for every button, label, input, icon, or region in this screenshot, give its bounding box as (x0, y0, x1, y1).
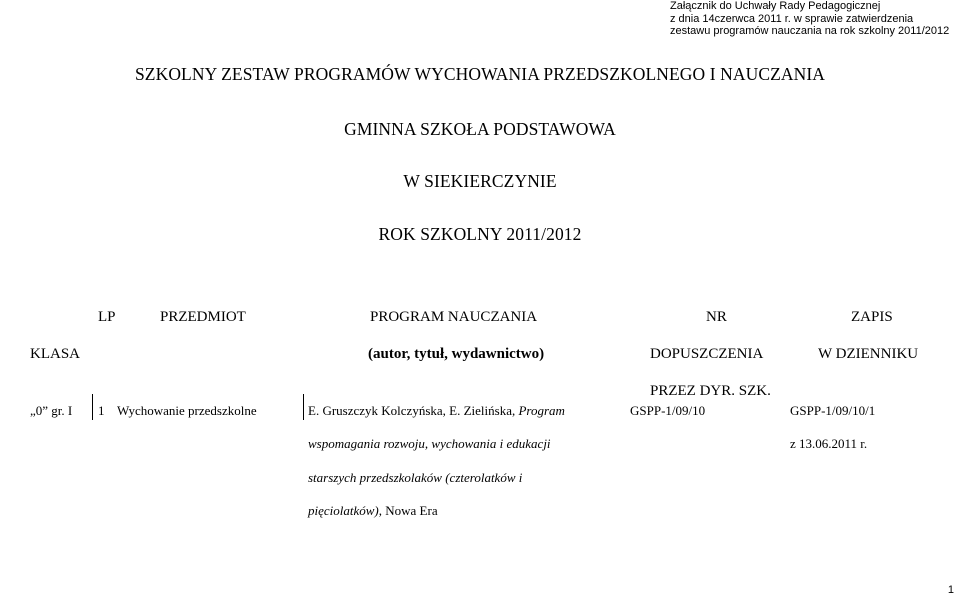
header-program: PROGRAM NAUCZANIA (370, 309, 538, 325)
header-przedmiot: PRZEDMIOT (160, 309, 246, 325)
header-lp: LP (98, 309, 116, 325)
attachment-line-1: Załącznik do Uchwały Rady Pedagogicznej (670, 0, 881, 12)
header-nr: NR (706, 309, 727, 325)
place-title: W SIEKIERCZYNIE (403, 171, 557, 191)
header-dopuszczenia: DOPUSZCZENIA (650, 346, 764, 362)
row-klasa: „0” gr. I (30, 403, 73, 418)
program-title-end: pięciolatków) (308, 503, 379, 518)
row-lp: 1 (98, 403, 105, 418)
column-divider (92, 394, 93, 420)
header-program-details: (autor, tytuł, wydawnictwo) (368, 346, 545, 362)
row-program-line-1 (308, 403, 565, 419)
program-author: E. Gruszczyk Kolczyńska, E. Zielińska, (308, 403, 519, 418)
row-przedmiot: Wychowanie przedszkolne (117, 403, 257, 418)
row-program-line-3: starszych przedszkolaków (czterolatków i (308, 470, 523, 485)
row-nr-dopuszczenia: GSPP-1/09/10 (630, 403, 706, 418)
row-program-line-2: wspomagania rozwoju, wychowania i edukacji (308, 436, 551, 451)
program-publisher: , Nowa Era (378, 503, 438, 518)
document-titles (0, 64, 960, 244)
header-przez-dyr: PRZEZ DYR. SZK. (650, 383, 771, 399)
row-zapis-date: z 13.06.2011 r. (790, 436, 868, 451)
column-divider (303, 394, 304, 420)
row-program-line-4 (308, 503, 438, 519)
attachment-line-3: zestawu programów nauczania na rok szkolny 2011/2012 (670, 25, 950, 37)
attachment-line-2: z dnia 14czerwca 2011 r. w sprawie zatwierdzenia (670, 12, 914, 25)
header-zapis: ZAPIS (851, 309, 893, 325)
year-title: ROK SZKOLNY 2011/2012 (378, 224, 582, 244)
main-title: SZKOLNY ZESTAW PROGRAMÓW WYCHOWANIA PRZEDSZKOLNEGO I NAUCZANIA (134, 64, 826, 84)
attachment-note (670, 0, 960, 38)
header-w-dzienniku: W DZIENNIKU (818, 346, 919, 362)
program-title-start: Program (518, 403, 565, 418)
header-klasa: KLASA (30, 346, 81, 362)
school-title: GMINNA SZKOŁA PODSTAWOWA (344, 119, 616, 139)
row-zapis-number: GSPP-1/09/10/1 (790, 403, 876, 418)
page-number: 1 (947, 584, 954, 596)
